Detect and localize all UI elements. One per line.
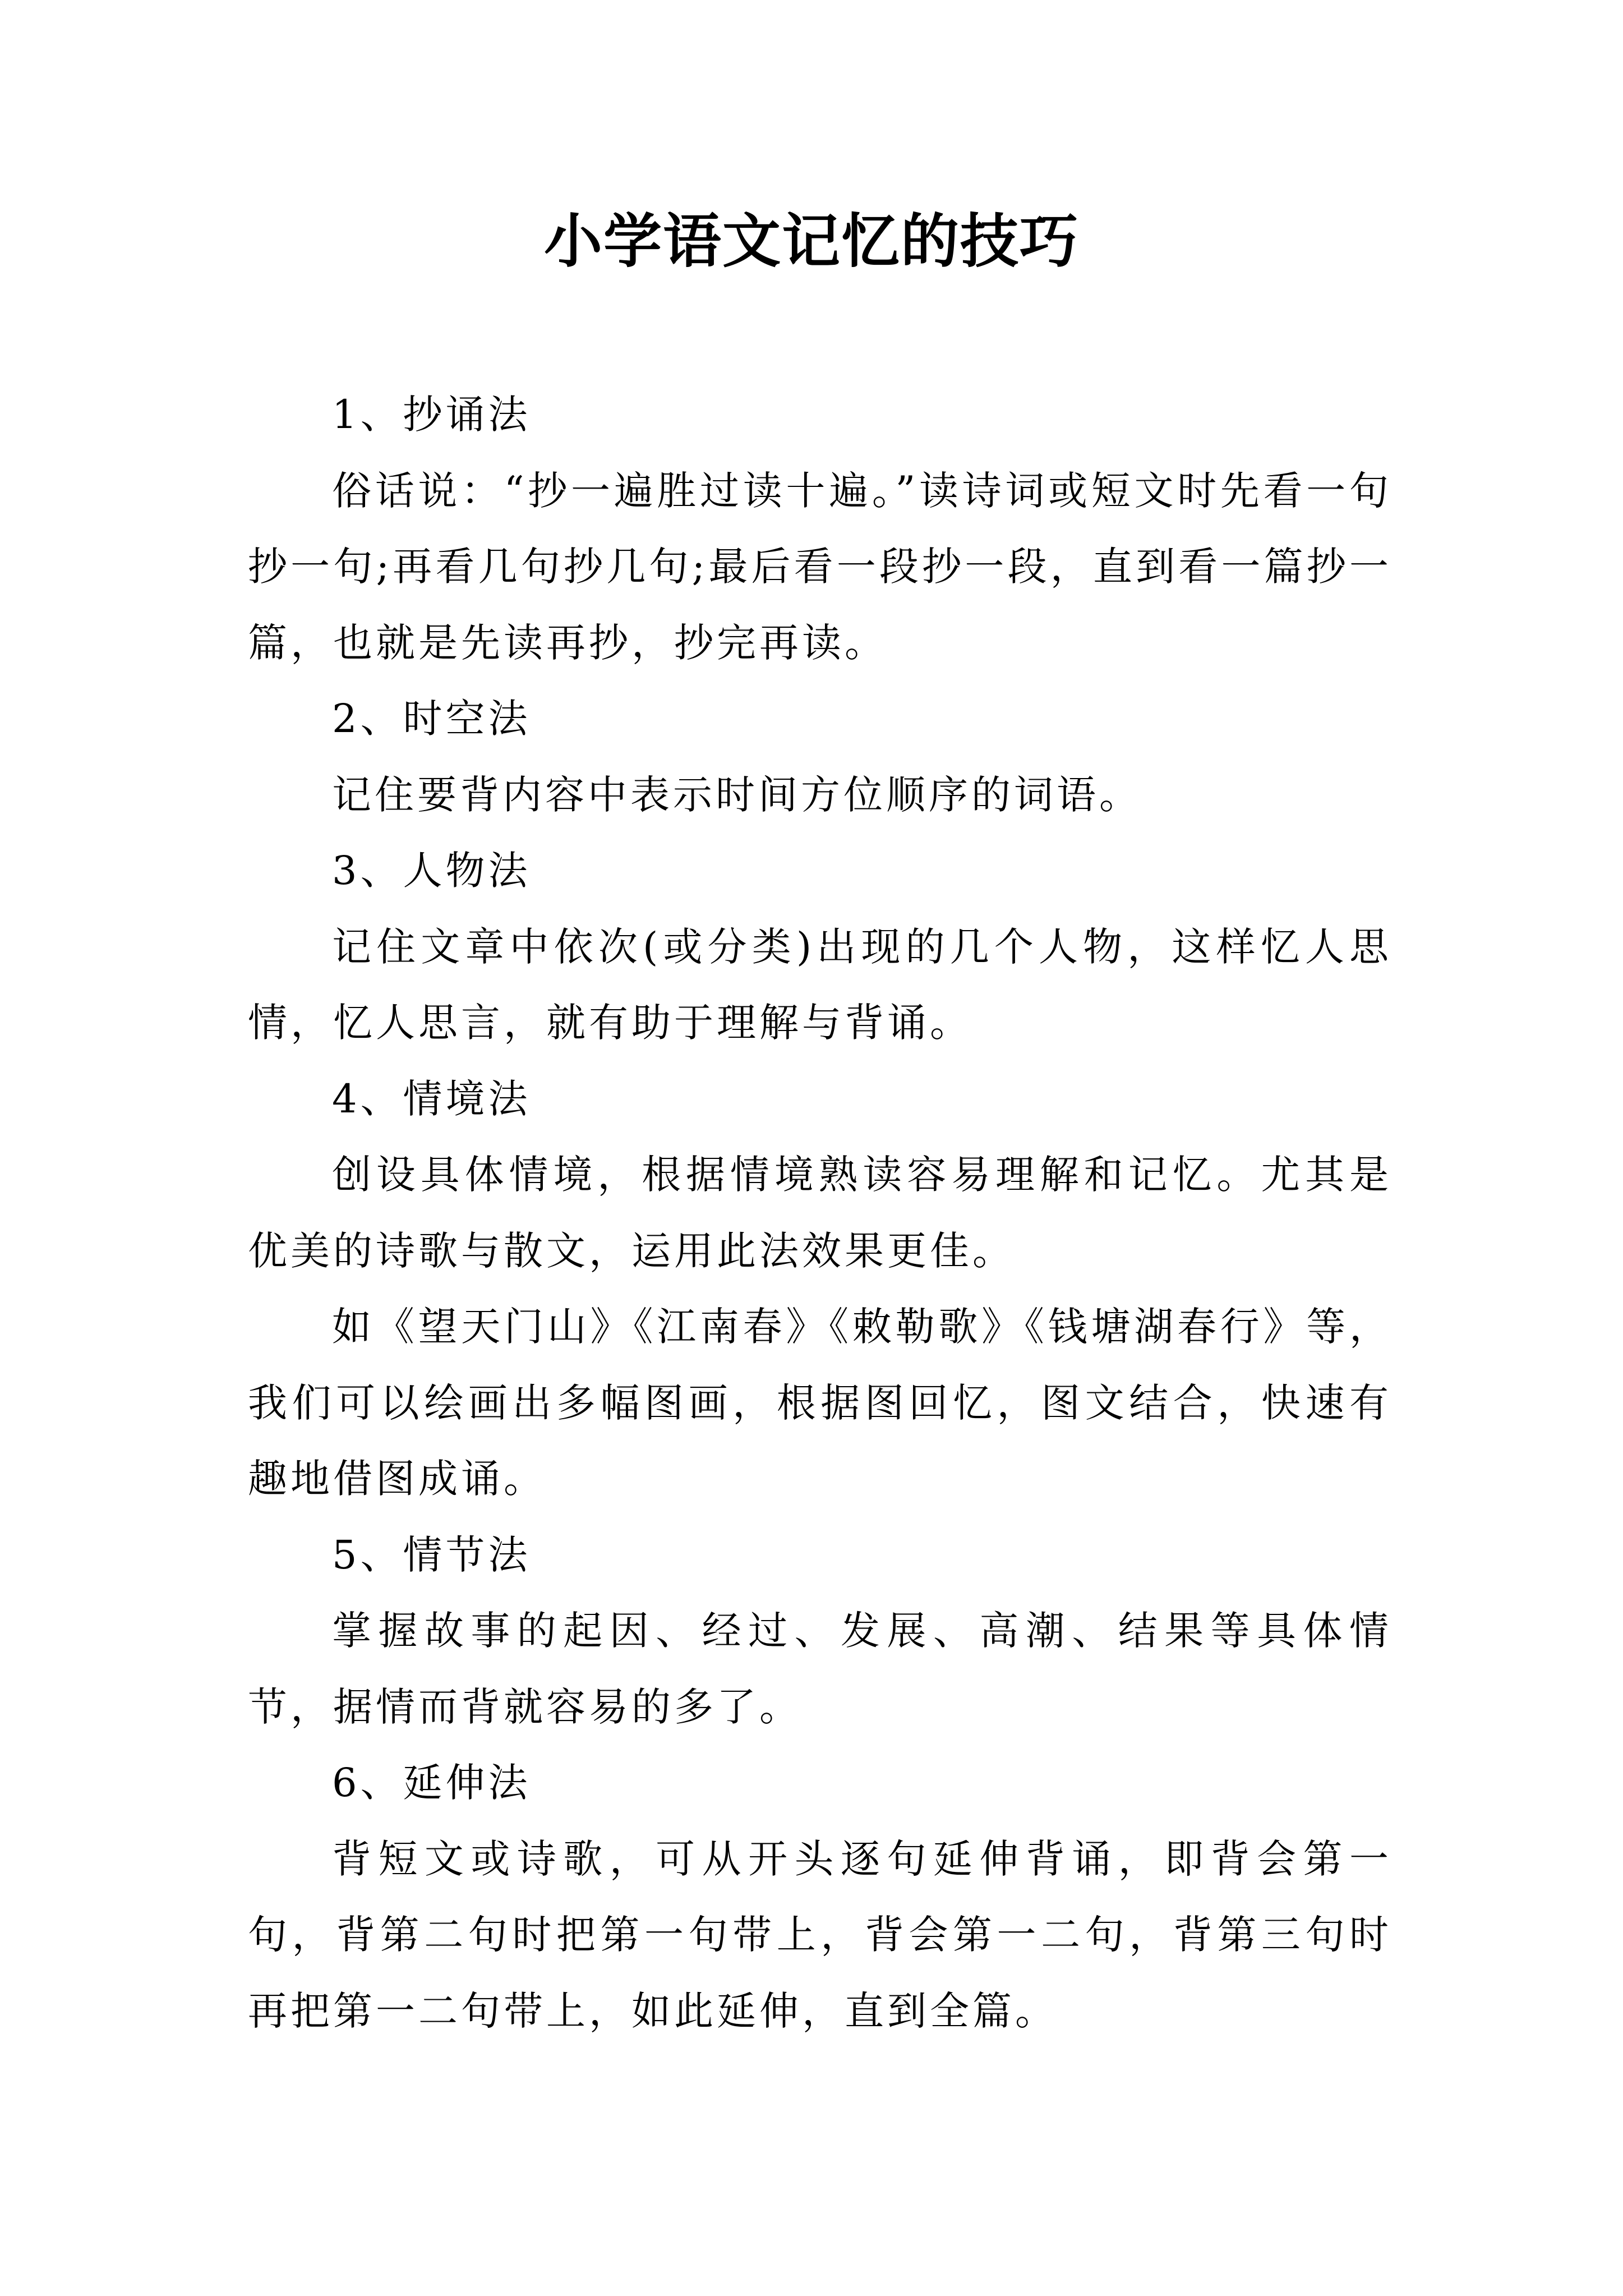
paragraph-2: 记住要背内容中表示时间方位顺序的词语。 (332, 771, 1142, 818)
section-heading-6: 6、延伸法 (332, 1760, 531, 1806)
paragraph-5: 掌握故事的起因、经过、发展、高潮、结果等具体情节，据情而背就容易的多了。 (248, 1608, 1392, 1730)
paragraph-6: 背短文或诗歌，可从开头逐句延伸背诵，即背会第一句，背第二句时把第一句带上，背会第一二句，背第三句时再把第一二句带上，如此延伸，直到全篇。 (248, 1835, 1392, 2034)
paragraph-3: 记住文章中依次(或分类)出现的几个人物，这样忆人思情，忆人思言，就有助于理解与背诵。 (248, 923, 1392, 1046)
section-heading-1: 1、抄诵法 (332, 392, 531, 438)
paragraph-1: 俗话说：“抄一遍胜过读十遍。”读诗词或短文时先看一句抄一句;再看几句抄几句;最后看一段抄一段，直到看一篇抄一篇，也就是先读再抄，抄完再读。 (248, 467, 1392, 666)
document-title: 小学语文记忆的技巧 (543, 207, 1079, 275)
paragraph-4: 创设具体情境，根据情境熟读容易理解和记忆。尤其是优美的诗歌与散文，运用此法效果更佳。 (248, 1152, 1392, 1274)
section-heading-2: 2、时空法 (332, 696, 531, 742)
paragraph-4-example: 如《望天门山》《江南春》《敕勒歌》《钱塘湖春行》等，我们可以绘画出多幅图画，根据图回忆，图文结合，快速有趣地借图成诵。 (248, 1304, 1392, 1502)
document-body (248, 377, 1392, 2049)
section-heading-5: 5、情节法 (332, 1531, 531, 1578)
section-heading-3: 3、人物法 (332, 848, 531, 894)
section-heading-4: 4、情境法 (332, 1075, 531, 1122)
